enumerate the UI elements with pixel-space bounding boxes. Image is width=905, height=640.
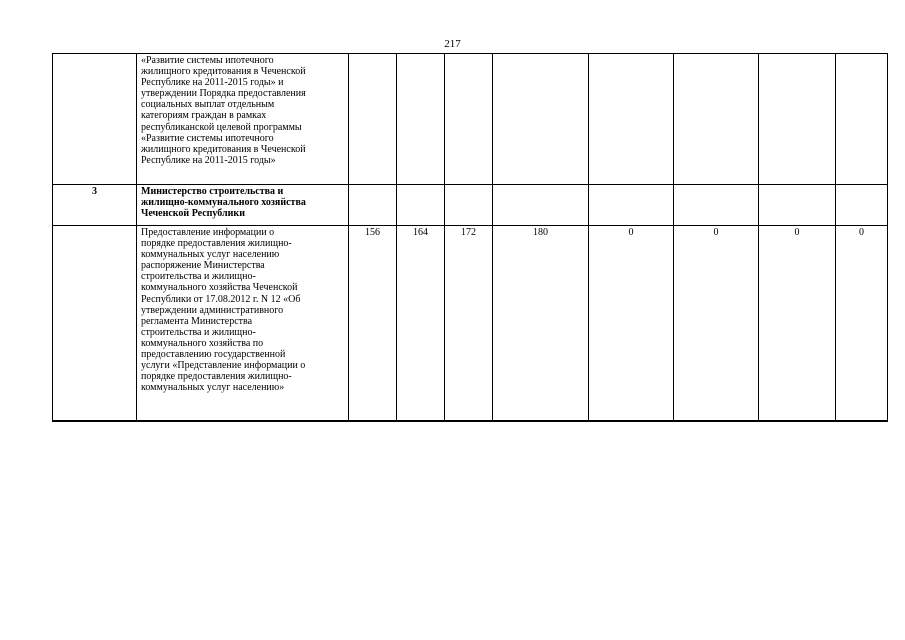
table-row: [53, 226, 888, 421]
value-cell: [445, 185, 493, 226]
value-cell: 0: [674, 226, 759, 421]
value-cell: [493, 185, 589, 226]
page-number: 217: [444, 38, 461, 50]
table-row: [53, 185, 888, 226]
value-cell: 180: [493, 226, 589, 421]
value-cell: [349, 54, 397, 185]
row-number-cell: [53, 226, 137, 421]
data-table: [52, 53, 888, 422]
value-cell: [759, 185, 836, 226]
value-cell: [397, 54, 445, 185]
value-cell: [836, 185, 888, 226]
row-text-cell: Предоставление информации о порядке предоставления жилищно- коммунальных услуг населению распоряжение Министерства строительства и жилищно- коммунального хозяйства Чеченской Республики от 17.08.2012 г. N 12 «Об утверждении административного регламента Министерства строительства и жилищно- коммунального хозяйства по предоставлению государственной услуги «Представление информации о порядке предоставления жилищно- коммунальных услуг населению»: [137, 226, 349, 421]
value-cell: [445, 54, 493, 185]
value-cell: [836, 54, 888, 185]
value-cell: [493, 54, 589, 185]
value-cell: [759, 54, 836, 185]
value-cell: [589, 54, 674, 185]
value-cell: 0: [836, 226, 888, 421]
value-cell: [589, 185, 674, 226]
row-number-cell: [53, 54, 137, 185]
value-cell: [674, 185, 759, 226]
row-number-cell: 3: [53, 185, 137, 226]
value-cell: 156: [349, 226, 397, 421]
value-cell: 164: [397, 226, 445, 421]
value-cell: 0: [589, 226, 674, 421]
value-cell: 172: [445, 226, 493, 421]
value-cell: [397, 185, 445, 226]
row-text-cell: Министерство строительства и жилищно-коммунального хозяйства Чеченской Республики: [137, 185, 349, 226]
value-cell: 0: [759, 226, 836, 421]
value-cell: [349, 185, 397, 226]
row-text-cell: «Развитие системы ипотечного жилищного кредитования в Чеченской Республике на 2011-2015 годы» и утверждении Порядка предоставления социальных выплат отдельным категориям граждан в рамках республиканской целевой программы «Развитие системы ипотечного жилищного кредитования в Чеченской Республике на 2011-2015 годы»: [137, 54, 349, 185]
value-cell: [674, 54, 759, 185]
table-row: [53, 54, 888, 185]
